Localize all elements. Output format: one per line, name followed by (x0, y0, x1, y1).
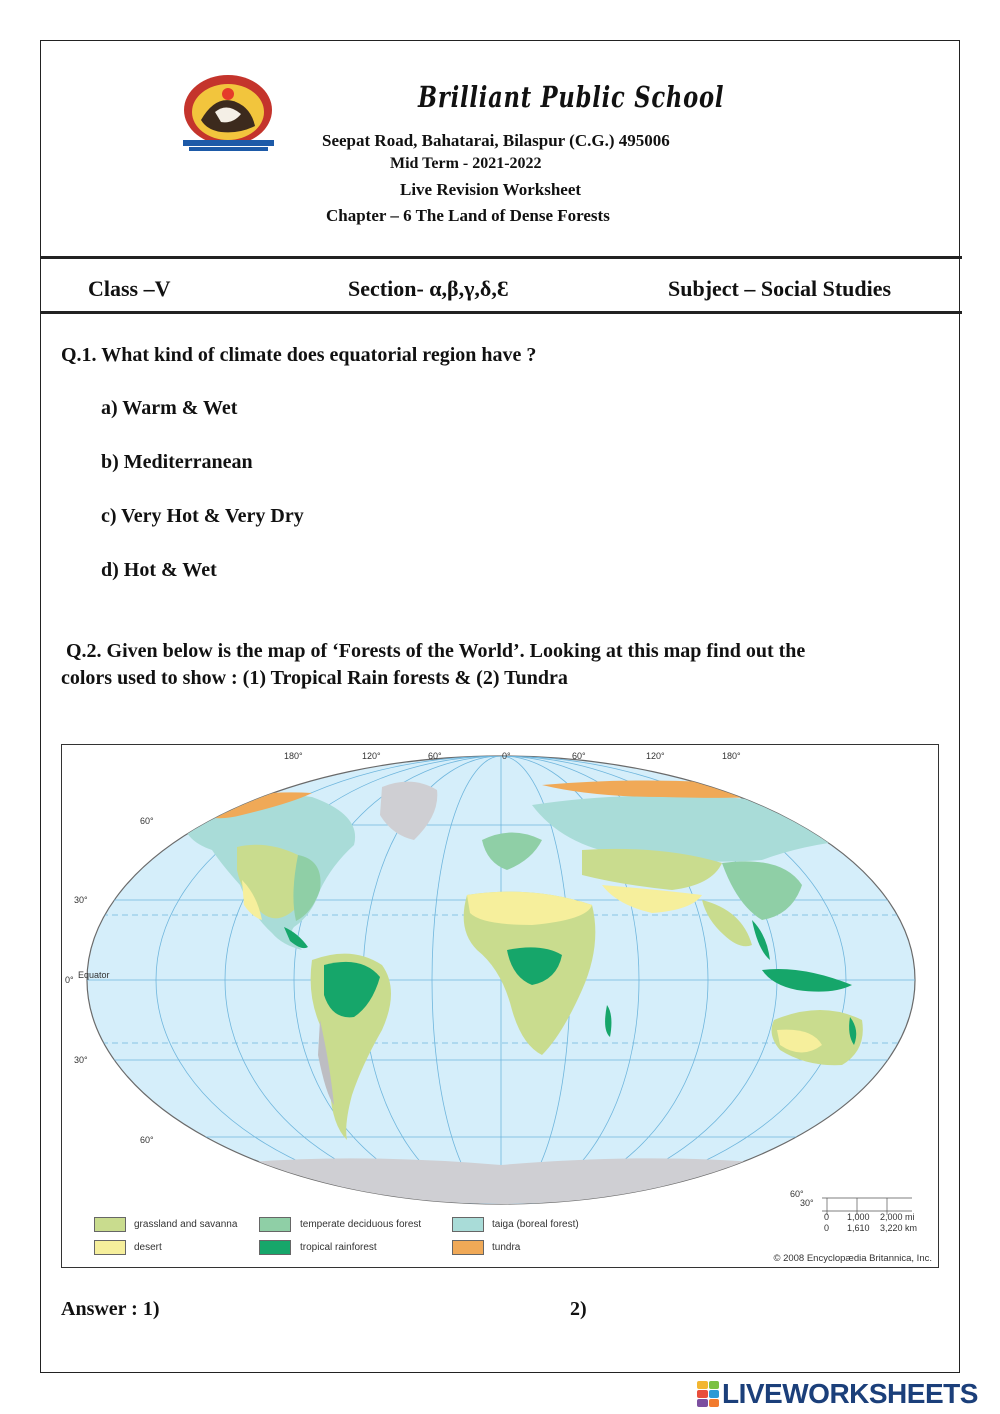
lat-label-0: 0° (65, 975, 74, 985)
equator-label: Equator (78, 970, 110, 980)
q1-option-c[interactable]: c) Very Hot & Very Dry (101, 505, 304, 527)
scale-km-3220: 3,220 km (880, 1223, 918, 1233)
lat-label-30s: 30° (74, 1055, 88, 1065)
lon-label-180e: 180° (722, 751, 741, 761)
world-map-svg (62, 745, 939, 1268)
legend-swatch-desert (94, 1240, 126, 1255)
header-divider-bottom (40, 311, 962, 314)
subject-label: Subject – Social Studies (668, 276, 892, 301)
forests-world-map (61, 744, 939, 1268)
q1-option-a[interactable]: a) Warm & Wet (101, 397, 238, 419)
q1-option-d[interactable]: d) Hot & Wet (101, 559, 217, 581)
q1-option-b[interactable]: b) Mediterranean (101, 451, 253, 473)
legend-swatch-temperate-deciduous (259, 1217, 291, 1232)
legend-label-tropical-rainforest: tropical rainforest (300, 1242, 377, 1253)
scale-km-1610: 1,610 (847, 1223, 870, 1233)
school-address: Seepat Road, Bahatarai, Bilaspur (C.G.) 495006 (322, 131, 670, 150)
chapter-title: Chapter – 6 The Land of Dense Forests (326, 206, 610, 225)
question-1: Q.1. What kind of climate does equatorial region have ? (61, 344, 537, 366)
scale-lat-60: 60° (790, 1189, 804, 1199)
lon-label-60w: 60° (428, 751, 442, 761)
lon-label-60e: 60° (572, 751, 586, 761)
legend-label-taiga: taiga (boreal forest) (492, 1219, 579, 1230)
lon-label-180w: 180° (284, 751, 303, 761)
liveworksheets-logo-icon (697, 1381, 719, 1407)
scale-km-0: 0 (824, 1223, 830, 1233)
lon-label-120e: 120° (646, 751, 665, 761)
legend-swatch-tundra (452, 1240, 484, 1255)
legend-label-desert: desert (134, 1242, 162, 1253)
legend-label-temperate-deciduous: temperate deciduous forest (300, 1219, 422, 1230)
scale-lat-30: 30° (800, 1198, 814, 1208)
lat-label-30n: 30° (74, 895, 88, 905)
term-label: Mid Term - 2021-2022 (390, 155, 542, 172)
worksheet-title: Live Revision Worksheet (400, 180, 582, 199)
question-2-line2: colors used to show : (1) Tropical Rain forests & (2) Tundra (61, 667, 568, 689)
scale-mi-1000: 1,000 (847, 1212, 870, 1222)
lat-label-60n: 60° (140, 816, 154, 826)
map-copyright: © 2008 Encyclopædia Britannica, Inc. (773, 1253, 932, 1264)
scale-mi-0: 0 (824, 1212, 830, 1222)
legend-label-tundra: tundra (492, 1242, 521, 1253)
school-logo (181, 72, 276, 154)
legend-label-grassland: grassland and savanna (134, 1219, 238, 1230)
scale-mi-2000: 2,000 mi (880, 1212, 915, 1222)
header-divider-top (40, 256, 962, 259)
liveworksheets-watermark (697, 1378, 978, 1410)
question-2-line1: Q.2. Given below is the map of ‘Forests of the World’. Looking at this map find out the (66, 640, 806, 662)
lon-label-120w: 120° (362, 751, 381, 761)
lat-label-60s: 60° (140, 1135, 154, 1145)
answer-2-label: 2) (570, 1298, 587, 1320)
legend-swatch-tropical-rainforest (259, 1240, 291, 1255)
lon-label-0: 0° (502, 751, 511, 761)
section-label: Section- α,β,γ,δ,Ɛ (348, 276, 509, 301)
legend-swatch-taiga (452, 1217, 484, 1232)
legend-swatch-grassland (94, 1217, 126, 1232)
liveworksheets-text: LIVEWORKSHEETS (722, 1378, 978, 1409)
school-name: Brilliant Public School (418, 80, 725, 114)
answer-1-label: Answer : 1) (61, 1298, 160, 1320)
class-label: Class –V (88, 276, 171, 301)
